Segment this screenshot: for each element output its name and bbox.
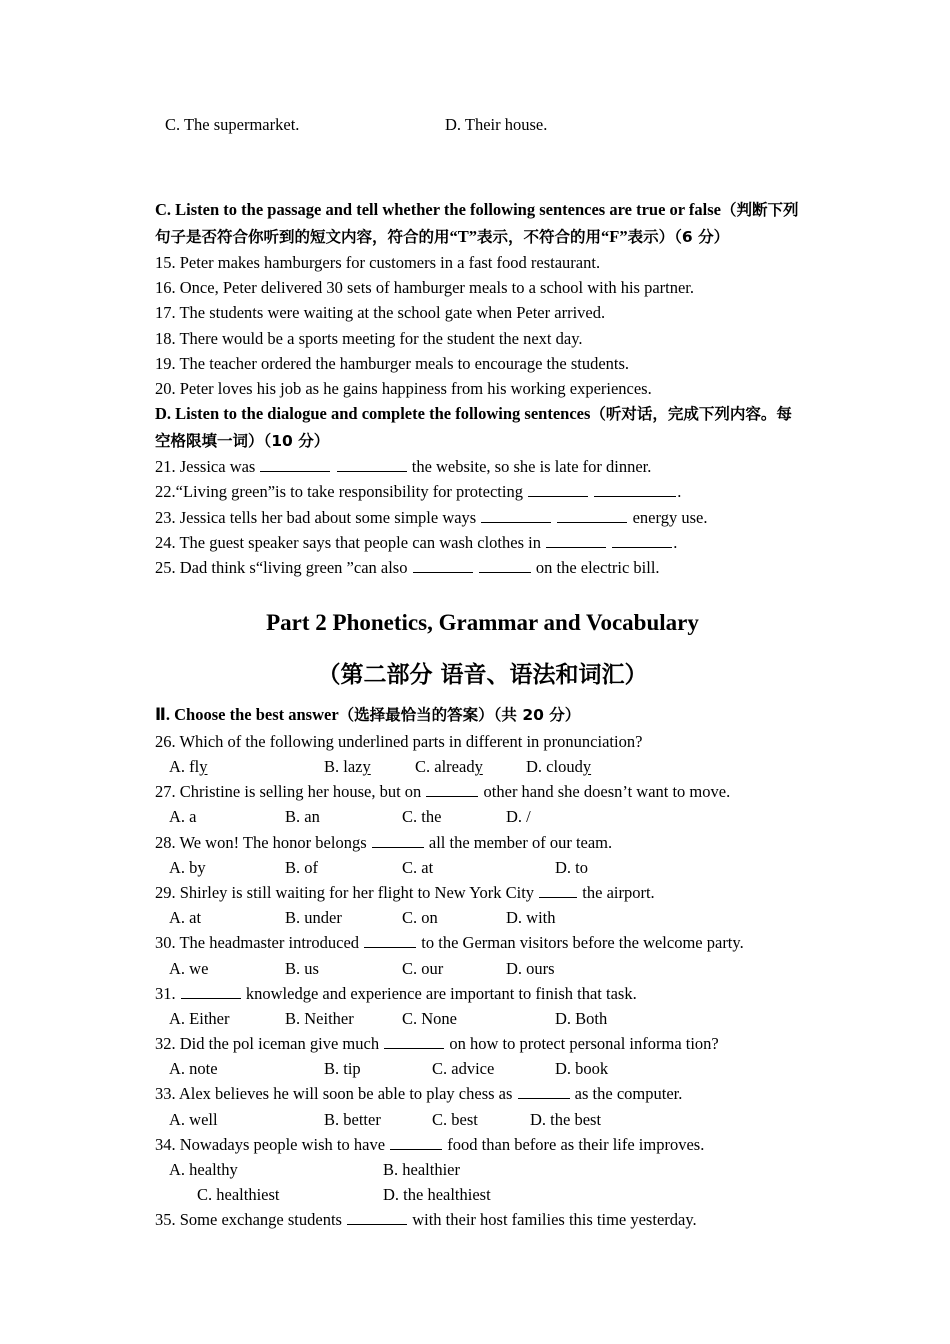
section-d-heading-cn-2: 空格限填一词）（10 分） [155, 431, 330, 450]
q32-option-c[interactable] [432, 1056, 494, 1081]
q21-blank-1[interactable] [260, 456, 330, 472]
q23-text-b [552, 508, 556, 527]
question-stem-28 [155, 830, 810, 855]
q23-blank-1[interactable] [481, 506, 551, 522]
spacer [155, 640, 810, 658]
q34-stem-post: food than before as their life improves. [443, 1134, 705, 1154]
q33-option-b-label: B. [324, 1109, 340, 1129]
question-stem-33 [155, 1081, 810, 1106]
q24-number: 24. [155, 532, 176, 552]
q26-option-d-label: D. [526, 756, 543, 776]
section-c-heading-cn-3: 表示，不符合的用 [477, 227, 602, 246]
q28-stem-post: all the member of our team. [424, 832, 613, 852]
q29-option-a[interactable] [169, 905, 201, 930]
q33-stem-post: as the computer. [570, 1084, 683, 1104]
q24-text-c: . [673, 532, 678, 552]
q31-option-a-label: A. [169, 1008, 186, 1028]
q32-option-b-text: tip [343, 1059, 361, 1079]
section-c-heading-cn-1: （判断下列 [721, 201, 799, 219]
carryover-option-c[interactable]: C. The supermarket. [165, 115, 300, 134]
q35-blank[interactable] [347, 1209, 407, 1225]
q29-option-b-label: B. [285, 908, 301, 928]
section-c-heading-f: “F” [601, 226, 628, 246]
q30-option-d-label: D. [506, 958, 523, 978]
question-stem-32 [155, 1031, 810, 1056]
q31-option-b[interactable] [285, 1006, 354, 1031]
q27-stem-pre: Christine is selling her house, but on [179, 782, 426, 802]
q30-option-d-text: ours [526, 958, 555, 978]
q28-option-d-text: to [575, 857, 589, 877]
spacer [155, 692, 810, 702]
q22-text-a: “Living green”is to take responsibility for protecting [175, 482, 528, 502]
q29-option-a-text: at [189, 908, 202, 928]
q31-stem-post: knowledge and experience are important to finish that task. [241, 983, 637, 1003]
q32-option-b-label: B. [324, 1059, 340, 1079]
q34-option-c-text: healthiest [216, 1185, 280, 1205]
q26-option-d-underlined: y [582, 756, 592, 776]
q33-option-a[interactable] [169, 1107, 218, 1132]
question-item-19: 19. The teacher ordered the hamburger meals to encourage the students. [155, 353, 630, 373]
q28-stem-pre: We won! The honor belongs [179, 832, 371, 852]
q28-number: 28. [155, 832, 176, 852]
q29-option-a-label: A. [169, 908, 186, 928]
q34-option-d-text: the healthiest [403, 1185, 491, 1205]
q23-blank-2[interactable] [557, 506, 627, 522]
q26-option-b-pre: laz [343, 756, 363, 776]
q32-number: 32. [155, 1034, 176, 1054]
q25-blank-2[interactable] [479, 557, 531, 573]
q33-blank[interactable] [518, 1083, 570, 1099]
q30-option-a-label: A. [169, 958, 186, 978]
q27-option-d[interactable] [506, 804, 531, 829]
q30-option-b-label: B. [285, 958, 301, 978]
q32-option-d-text: book [575, 1059, 609, 1079]
section-2-heading-cn: （选择最恰当的答案）（共 20 分） [338, 706, 581, 725]
q27-blank[interactable] [426, 781, 478, 797]
q26-option-c-underlined: y [474, 756, 483, 776]
question-stem-29 [155, 880, 810, 905]
q34-option-b-label: B. [383, 1160, 399, 1180]
q31-option-c[interactable] [402, 1006, 457, 1031]
spacer [155, 580, 810, 606]
q32-option-c-text: advice [451, 1059, 495, 1079]
q26-option-a-underlined: y [199, 756, 208, 776]
q26-option-b-label: B. [324, 756, 340, 776]
q22-text-b [589, 482, 593, 501]
q29-option-d-label: D. [506, 908, 523, 928]
q34-option-c-label: C. [197, 1185, 213, 1205]
q21-blank-2[interactable] [337, 456, 407, 472]
q33-option-d-label: D. [530, 1109, 547, 1129]
page-content [155, 112, 810, 1233]
q22-number: 22. [155, 482, 176, 502]
q23-text-c: energy use. [628, 507, 708, 527]
question-options-32 [155, 1056, 810, 1081]
q32-option-a-label: A. [169, 1059, 186, 1079]
section-2-heading [155, 702, 810, 729]
question-item-24 [155, 530, 810, 555]
q27-option-d-label: D. [506, 807, 523, 827]
q31-option-d[interactable] [555, 1006, 607, 1031]
q32-stem-pre: Did the pol iceman give much [179, 1034, 384, 1054]
section-c-heading-en: C. Listen to the passage and tell whether the following sentences are true or false [155, 200, 721, 219]
q32-option-c-label: C. [432, 1059, 448, 1079]
q33-option-b[interactable] [324, 1107, 381, 1132]
q30-option-a-text: we [189, 958, 209, 978]
q34-number: 34. [155, 1134, 176, 1154]
q27-stem-post: other hand she doesn’t want to move. [479, 782, 731, 802]
q30-option-b[interactable] [285, 956, 319, 981]
q25-number: 25. [155, 558, 176, 578]
question-item-25 [155, 555, 810, 580]
question-stem-35 [155, 1207, 810, 1232]
q32-stem-post: on how to protect personal informa tion? [445, 1034, 719, 1054]
q34-option-d-label: D. [383, 1185, 400, 1205]
q25-text-c: on the electric bill. [531, 558, 660, 578]
q22-text-c: . [677, 482, 682, 502]
question-item-16: 16. Once, Peter delivered 30 sets of hamburger meals to a school with his partner. [155, 278, 695, 298]
carryover-option-d[interactable]: D. Their house. [445, 115, 548, 134]
carryover-options-row [155, 112, 810, 137]
q26-option-b-underlined: y [362, 756, 371, 776]
q30-option-c-text: our [421, 958, 444, 978]
q32-option-d-label: D. [555, 1059, 572, 1079]
q35-stem-post: with their host families this time yesterday. [408, 1210, 697, 1230]
q25-text-b [474, 558, 478, 577]
q28-option-a[interactable] [169, 855, 206, 880]
section-c-heading-cn-4: 表示）（6 分） [627, 227, 730, 246]
q28-option-d-label: D. [555, 857, 572, 877]
q32-option-a[interactable] [169, 1056, 218, 1081]
question-stem-34 [155, 1132, 810, 1157]
section-2-heading-en: . Choose the best answer [165, 705, 339, 725]
q31-option-b-text: Neither [304, 1008, 354, 1028]
question-stem-30 [155, 930, 810, 955]
q33-option-a-text: well [189, 1109, 218, 1129]
q28-option-b-label: B. [285, 857, 301, 877]
q31-option-d-text: Both [575, 1008, 608, 1028]
q30-blank[interactable] [364, 932, 416, 948]
q29-stem-post: the airport. [578, 882, 655, 902]
q34-option-a-text: healthy [189, 1160, 238, 1180]
q26-option-a-pre: fl [189, 756, 200, 776]
section-c-heading [155, 197, 810, 250]
q21-number: 21. [155, 457, 176, 477]
q26-stem: Which of the following underlined parts in different in pronunciation? [179, 731, 643, 751]
q31-number: 31. [155, 983, 176, 1003]
q34-option-a-label: A. [169, 1160, 186, 1180]
q26-option-c[interactable] [415, 754, 483, 779]
q28-option-a-text: by [189, 857, 206, 877]
question-options-33 [155, 1107, 810, 1132]
question-stem-31 [155, 981, 810, 1006]
question-item-15: 15. Peter makes hamburgers for customers in a fast food restaurant. [155, 253, 601, 272]
section-2-numeral: Ⅱ [155, 705, 166, 725]
q30-stem-post: to the German visitors before the welcome party. [417, 933, 744, 953]
q26-option-d[interactable] [526, 754, 591, 779]
question-options-34-row1 [155, 1157, 810, 1182]
q33-option-a-label: A. [169, 1109, 186, 1129]
q23-number: 23. [155, 507, 176, 527]
q22-blank-1[interactable] [528, 481, 588, 497]
q31-option-d-label: D. [555, 1008, 572, 1028]
q27-option-c-text: the [421, 807, 442, 827]
q34-option-a[interactable] [169, 1157, 238, 1182]
question-item-20: 20. Peter loves his job as he gains happiness from his working experiences. [155, 379, 652, 399]
q21-text-b [331, 457, 335, 476]
question-options-31 [155, 1006, 810, 1031]
q31-option-a-text: Either [189, 1008, 230, 1028]
q30-option-c[interactable] [402, 956, 443, 981]
q27-option-b-label: B. [285, 807, 301, 827]
q24-blank-2[interactable] [612, 532, 672, 548]
q33-option-d[interactable] [530, 1107, 601, 1132]
part2-title-en: Part 2 Phonetics, Grammar and Vocabulary [266, 610, 699, 636]
q27-option-a-text: a [189, 807, 197, 827]
question-item-21 [155, 454, 810, 479]
q35-number: 35. [155, 1210, 176, 1230]
q22-blank-2[interactable] [594, 481, 676, 497]
q27-option-a[interactable] [169, 804, 197, 829]
spacer [155, 171, 810, 197]
q29-number: 29. [155, 882, 176, 902]
q25-blank-1[interactable] [413, 557, 473, 573]
q28-option-c[interactable] [402, 855, 433, 880]
q25-text-a: Dad think s“living green ”can also [179, 558, 412, 578]
q34-option-d[interactable] [383, 1182, 491, 1207]
q27-option-c-label: C. [402, 807, 418, 827]
q26-option-c-label: C. [415, 756, 431, 776]
section-d-heading [155, 401, 810, 454]
q32-option-b[interactable] [324, 1056, 361, 1081]
q30-stem-pre: The headmaster introduced [179, 933, 364, 953]
question-item-23 [155, 505, 810, 530]
q29-option-b[interactable] [285, 905, 342, 930]
q30-option-c-label: C. [402, 958, 418, 978]
q33-number: 33. [155, 1084, 176, 1104]
q34-stem-pre: Nowadays people wish to have [179, 1134, 390, 1154]
q29-option-d[interactable] [506, 905, 556, 930]
q31-option-a[interactable] [169, 1006, 230, 1031]
q28-blank[interactable] [372, 831, 424, 847]
q29-stem-pre: Shirley is still waiting for her flight to New York City [179, 882, 539, 902]
q30-number: 30. [155, 933, 176, 953]
q31-option-c-text: None [421, 1008, 458, 1028]
q34-blank[interactable] [390, 1134, 442, 1150]
q31-option-c-label: C. [402, 1008, 418, 1028]
question-item-22 [155, 479, 810, 504]
q27-option-b[interactable] [285, 804, 320, 829]
q33-option-b-text: better [343, 1109, 381, 1129]
q24-text-a: The guest speaker says that people can wash clothes in [179, 532, 546, 552]
q33-stem-pre: Alex believes he will soon be able to play chess as [178, 1084, 517, 1104]
section-c-heading-cn-2: 句子是否符合你听到的短文内容，符合的用 [155, 227, 450, 246]
q32-option-d[interactable] [555, 1056, 608, 1081]
q21-text-a: Jessica was [179, 457, 260, 477]
q34-option-b[interactable] [383, 1157, 460, 1182]
q24-blank-1[interactable] [546, 532, 606, 548]
section-d-heading-en: D. Listen to the dialogue and complete the following sentences [155, 404, 591, 424]
question-options-30 [155, 956, 810, 981]
question-options-34-row2 [155, 1182, 810, 1207]
question-stem-26 [155, 729, 810, 754]
q31-option-b-label: B. [285, 1008, 301, 1028]
spacer [155, 137, 810, 171]
q27-option-c[interactable] [402, 804, 441, 829]
q34-option-b-text: healthier [402, 1160, 460, 1180]
q26-number: 26. [155, 731, 176, 751]
q26-option-d-pre: cloud [546, 756, 583, 776]
q24-text-b [607, 533, 611, 552]
q30-option-a[interactable] [169, 956, 208, 981]
q32-option-a-text: note [189, 1059, 218, 1079]
q28-option-c-text: at [421, 857, 434, 877]
question-options-29 [155, 905, 810, 930]
q28-option-d[interactable] [555, 855, 588, 880]
q33-option-c-label: C. [432, 1109, 448, 1129]
q33-option-d-text: the best [550, 1109, 602, 1129]
q29-option-d-text: with [526, 908, 556, 928]
q33-option-c-text: best [451, 1109, 478, 1129]
section-c-heading-t: “T” [449, 226, 478, 246]
part2-title-cn: （第二部分 语音、语法和词汇） [317, 662, 648, 689]
q26-option-a[interactable] [169, 754, 208, 779]
question-stem-27 [155, 779, 810, 804]
section-d-heading-cn-1: （听对话，完成下列内容。每 [590, 405, 792, 424]
q29-option-c-label: C. [402, 908, 418, 928]
q30-option-d[interactable] [506, 956, 555, 981]
q26-option-a-label: A. [169, 756, 186, 776]
question-item-17: 17. The students were waiting at the school gate when Peter arrived. [155, 303, 606, 323]
question-options-26 [155, 754, 810, 779]
q29-option-c[interactable] [402, 905, 438, 930]
q32-blank[interactable] [384, 1033, 444, 1049]
q27-option-a-label: A. [169, 807, 186, 827]
question-item-18: 18. There would be a sports meeting for the student the next day. [155, 328, 583, 348]
q26-option-c-pre: alread [434, 756, 475, 776]
q35-stem-pre: Some exchange students [179, 1210, 347, 1230]
q33-option-c[interactable] [432, 1107, 478, 1132]
q31-blank[interactable] [181, 983, 241, 999]
q28-option-b[interactable] [285, 855, 318, 880]
q27-option-b-text: an [304, 807, 320, 827]
question-options-28 [155, 855, 810, 880]
q27-number: 27. [155, 782, 176, 802]
q26-option-b[interactable] [324, 754, 371, 779]
q30-option-b-text: us [304, 958, 319, 978]
q29-option-c-text: on [421, 908, 438, 928]
question-options-27 [155, 804, 810, 829]
q29-option-b-text: under [304, 908, 342, 928]
q29-blank[interactable] [539, 882, 577, 898]
q34-option-c[interactable] [197, 1182, 280, 1207]
q28-option-a-label: A. [169, 857, 186, 877]
q23-text-a: Jessica tells her bad about some simple ways [179, 507, 481, 527]
q28-option-c-label: C. [402, 857, 418, 877]
q28-option-b-text: of [304, 857, 319, 877]
q21-text-c: the website, so she is late for dinner. [407, 457, 652, 477]
q27-option-d-text: / [526, 807, 531, 827]
